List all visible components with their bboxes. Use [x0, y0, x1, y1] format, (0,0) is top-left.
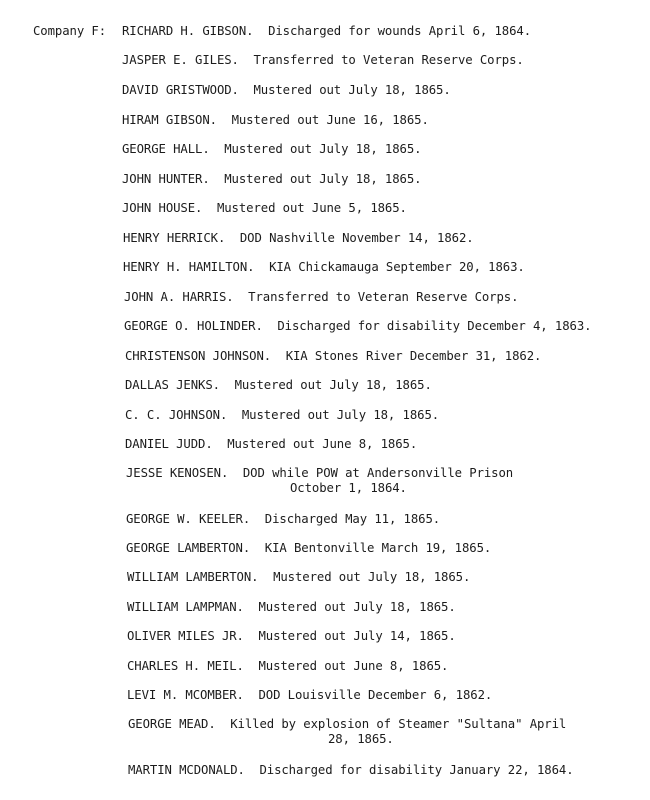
roster-entry — [122, 172, 421, 187]
soldier-name: LEVI M. MCOMBER. — [127, 688, 244, 702]
soldier-name: GEORGE LAMBERTON. — [126, 541, 251, 555]
soldier-name: JESSE KENOSEN. — [126, 466, 229, 480]
service-note: DOD while POW at Andersonville Prison — [242, 466, 514, 480]
roster-entry — [123, 260, 525, 275]
roster-entry — [126, 466, 513, 496]
soldier-name: CHARLES H. MEIL. — [127, 659, 244, 673]
soldier-name: OLIVER MILES JR. — [127, 629, 244, 643]
soldier-name: DANIEL JUDD. — [125, 437, 213, 451]
roster-entry — [125, 437, 417, 452]
service-note: Discharged for disability December 4, 1863. — [277, 319, 592, 333]
soldier-name: GEORGE W. KEELER. — [126, 512, 251, 526]
soldier-name: MARTIN MCDONALD. — [128, 763, 245, 777]
roster-entry — [125, 378, 432, 393]
service-note: Transferred to Veteran Reserve Corps. — [253, 53, 524, 67]
service-note: Mustered out July 18, 1865. — [258, 600, 456, 614]
roster-entry — [126, 541, 491, 556]
service-note: Mustered out July 14, 1865. — [258, 629, 456, 643]
service-note: KIA Bentonville March 19, 1865. — [264, 541, 492, 555]
company-label: Company F: — [33, 24, 107, 38]
soldier-name: C. C. JOHNSON. — [125, 408, 228, 422]
service-note: Mustered out July 18, 1865. — [224, 172, 422, 186]
roster-entry — [128, 717, 566, 747]
soldier-name: WILLIAM LAMPMAN. — [127, 600, 244, 614]
service-note: Mustered out July 18, 1865. — [253, 83, 451, 97]
roster-entry — [124, 290, 518, 305]
soldier-name: DAVID GRISTWOOD. — [122, 83, 239, 97]
service-note: Mustered out July 18, 1865. — [241, 408, 440, 422]
roster-entry — [128, 763, 574, 778]
service-note: Mustered out June 8, 1865. — [258, 659, 449, 673]
service-note: DOD Nashville November 14, 1862. — [239, 231, 474, 245]
roster-entry — [126, 512, 440, 527]
soldier-name: HENRY HERRICK. — [123, 231, 226, 245]
service-note: Mustered out June 8, 1865. — [227, 437, 418, 451]
roster-entry — [127, 688, 492, 703]
roster-entry — [127, 600, 456, 615]
soldier-name: WILLIAM LAMBERTON. — [127, 570, 259, 584]
roster-entry — [123, 231, 474, 246]
service-note: Discharged for wounds April 6, 1864. — [268, 24, 531, 38]
soldier-name: HENRY H. HAMILTON. — [123, 260, 255, 274]
soldier-name: CHRISTENSON JOHNSON. — [125, 349, 272, 363]
roster-entry — [127, 659, 448, 674]
roster-entry — [127, 570, 470, 585]
soldier-name: GEORGE HALL. — [122, 142, 210, 156]
soldier-name: DALLAS JENKS. — [125, 378, 220, 392]
service-note: Mustered out July 18, 1865. — [273, 570, 471, 584]
service-note: Discharged May 11, 1865. — [264, 512, 441, 526]
service-note: Mustered out June 5, 1865. — [216, 201, 407, 215]
service-note: KIA Chickamauga September 20, 1863. — [269, 260, 525, 274]
roster-entry — [122, 113, 429, 128]
roster-entry — [122, 24, 531, 39]
soldier-name: HIRAM GIBSON. — [122, 113, 217, 127]
roster-entry — [125, 349, 541, 364]
soldier-name: GEORGE MEAD. — [128, 717, 216, 731]
roster-entry — [122, 53, 524, 68]
soldier-name: RICHARD H. GIBSON. — [122, 24, 254, 38]
service-note: Transferred to Veteran Reserve Corps. — [248, 290, 519, 304]
service-note: Killed by explosion of Steamer "Sultana" April — [230, 717, 567, 731]
service-note: KIA Stones River December 31, 1862. — [285, 349, 542, 363]
soldier-name: JOHN A. HARRIS. — [124, 290, 234, 304]
roster-entry — [127, 629, 456, 644]
service-note-continuation: October 1, 1864. — [290, 481, 407, 495]
roster-entry — [122, 201, 407, 216]
soldier-name: JASPER E. GILES. — [122, 53, 239, 67]
service-note: Discharged for disability January 22, 1864. — [259, 763, 574, 777]
service-note-continuation: 28, 1865. — [328, 732, 394, 746]
service-note: DOD Louisville December 6, 1862. — [258, 688, 493, 702]
service-note: Mustered out July 18, 1865. — [234, 378, 432, 392]
service-note: Mustered out July 18, 1865. — [224, 142, 422, 156]
roster-entry — [124, 319, 591, 334]
roster-entry — [122, 83, 451, 98]
roster-entry — [122, 142, 421, 157]
soldier-name: JOHN HUNTER. — [122, 172, 210, 186]
service-note: Mustered out June 16, 1865. — [231, 113, 429, 127]
roster-entry — [125, 408, 439, 423]
soldier-name: JOHN HOUSE. — [122, 201, 203, 215]
soldier-name: GEORGE O. HOLINDER. — [124, 319, 263, 333]
